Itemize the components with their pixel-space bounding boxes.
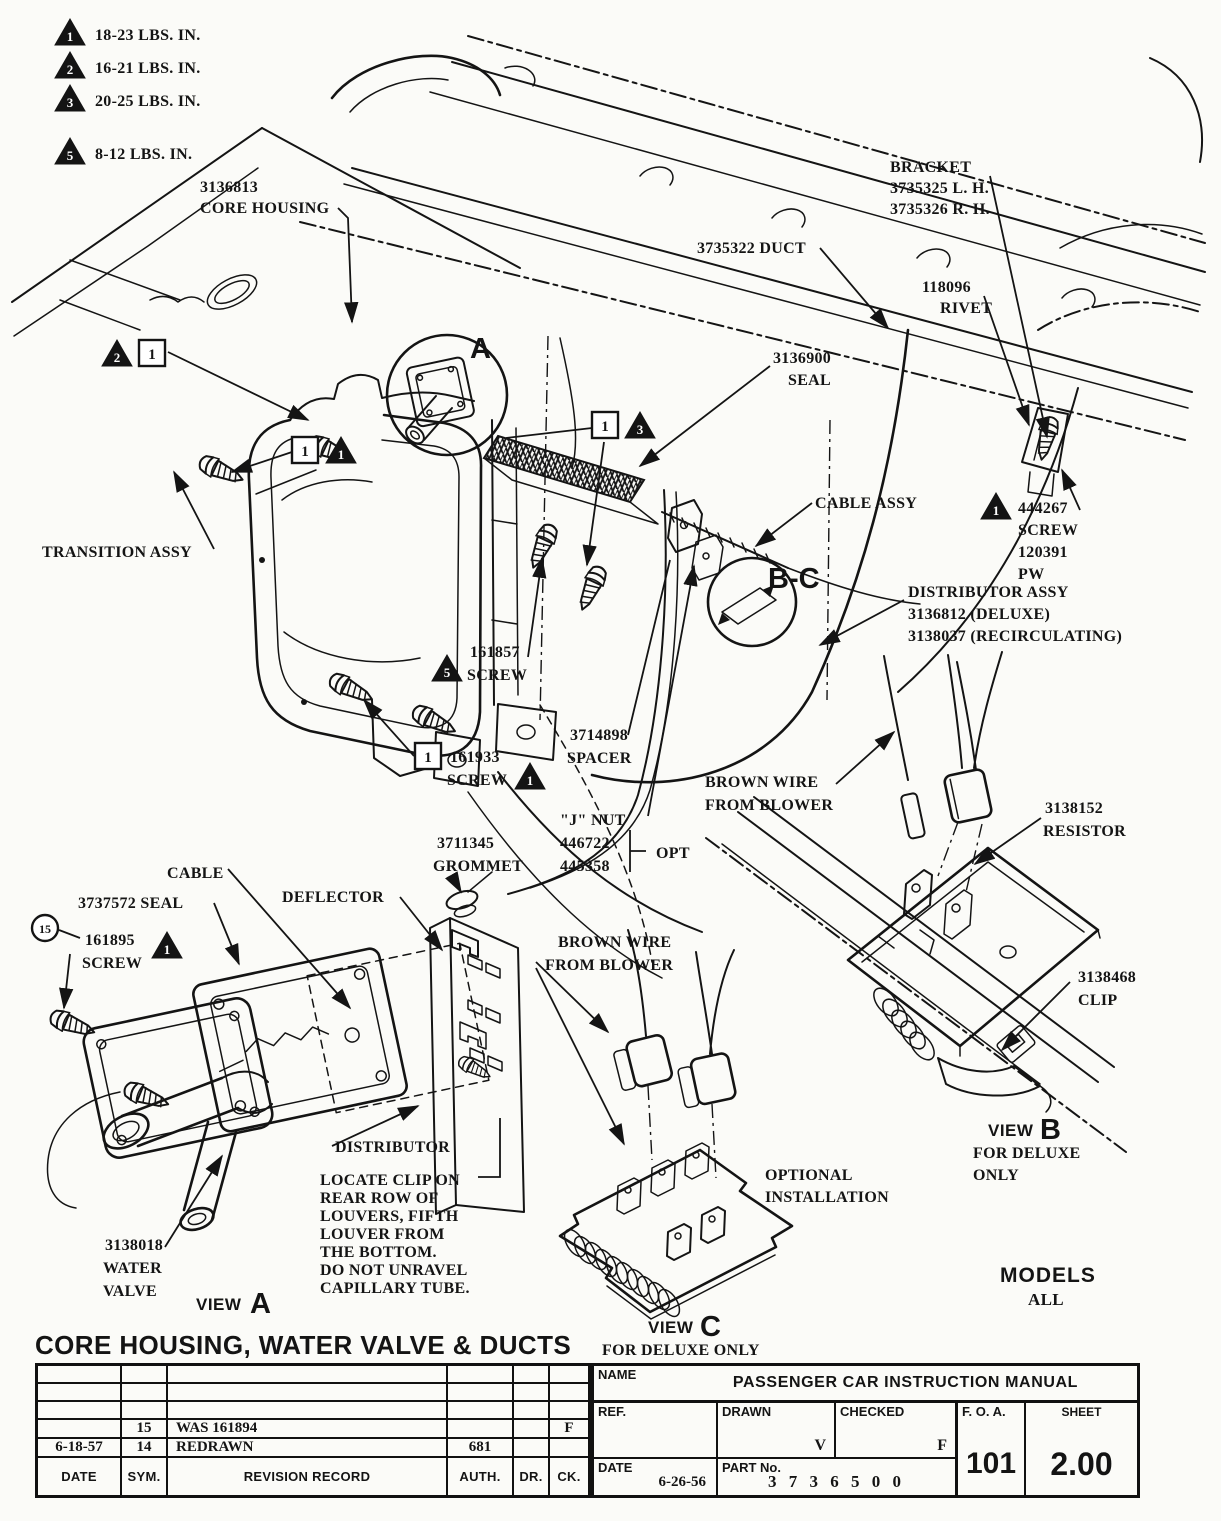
part-cell — [718, 1459, 958, 1495]
label-spacer-number: 3714898 — [570, 727, 629, 744]
torque-2-symbol: 2 — [66, 62, 74, 77]
sheet-label: SHEET — [1061, 1405, 1102, 1419]
view-a-letter: A — [250, 1288, 271, 1320]
label-screw444: SCREW — [1018, 522, 1079, 539]
rev-cell — [38, 1420, 122, 1439]
callout-circle-15: 15 — [39, 922, 51, 936]
label-deflector: DEFLECTOR — [282, 889, 384, 906]
rev-cell — [514, 1384, 550, 1402]
label-bracket-rh: 3735326 R. H. — [890, 201, 990, 218]
label-brown-wire-center-2: FROM BLOWER — [545, 957, 674, 974]
rev-cell — [168, 1384, 448, 1402]
rev-cell-record-redrawn: REDRAWN — [168, 1439, 448, 1458]
ref-label: REF. — [598, 1404, 627, 1419]
rev-header-sym: SYM. — [122, 1458, 168, 1495]
label-cable: CABLE — [167, 865, 224, 882]
rev-cell — [448, 1420, 514, 1439]
callout-triangle-3: 3 — [636, 422, 644, 437]
foa-cell — [958, 1403, 1026, 1495]
rev-cell — [168, 1366, 448, 1384]
rev-cell-auth: 681 — [448, 1439, 514, 1458]
rev-cell — [122, 1366, 168, 1384]
view-c-letter: C — [700, 1311, 721, 1343]
view-b-word: VIEW — [988, 1121, 1034, 1140]
rev-cell — [514, 1402, 550, 1420]
note-line-7: CAPILLARY TUBE. — [320, 1280, 470, 1297]
label-screw161857: SCREW — [467, 667, 528, 684]
label-distributor-assy: DISTRIBUTOR ASSY — [908, 584, 1069, 601]
view-c-art — [560, 930, 792, 1320]
name-label: NAME — [598, 1367, 637, 1382]
label-seal-3737572: 3737572 SEAL — [78, 895, 184, 912]
rev-header-dr: DR. — [514, 1458, 550, 1495]
label-resistor-number: 3138152 — [1045, 800, 1104, 817]
label-jnut: "J" NUT — [560, 812, 626, 829]
date-label: DATE — [598, 1460, 633, 1475]
label-distributor-assy-recirc: 3138037 (RECIRCULATING) — [908, 628, 1123, 645]
callout-box-1c: 1 — [601, 419, 609, 435]
rev-cell — [448, 1384, 514, 1402]
note-line-5: THE BOTTOM. — [320, 1244, 437, 1261]
sheet-value: 2.00 — [1050, 1446, 1113, 1482]
label-screw161857-number: 161857 — [470, 644, 520, 661]
label-duct: 3735322 DUCT — [697, 240, 806, 257]
drawn-cell — [718, 1403, 836, 1459]
label-rivet: RIVET — [940, 300, 993, 317]
note-line-1: LOCATE CLIP ON — [320, 1172, 460, 1189]
manual-name: PASSENGER CAR INSTRUCTION MANUAL — [732, 1374, 1079, 1391]
cowl-corner-art — [12, 128, 520, 494]
date-cell — [594, 1459, 718, 1495]
torque-5-symbol: 5 — [66, 148, 74, 163]
rev-cell — [550, 1439, 588, 1458]
torque-1-text: 18-23 LBS. IN. — [95, 27, 201, 44]
label-bracket: BRACKET — [890, 159, 972, 176]
rev-cell-record-was: WAS 161894 — [168, 1420, 448, 1439]
foa-label: F. O. A. — [962, 1404, 1006, 1419]
part-number: 3 7 3 6 5 0 0 — [768, 1472, 905, 1491]
label-bracket-lh: 3735325 L. H. — [890, 180, 990, 197]
label-screw444-number: 444267 — [1018, 500, 1068, 517]
view-b-letter: B — [1040, 1114, 1061, 1146]
models-all: ALL — [1028, 1290, 1064, 1309]
note-line-4: LOUVER FROM — [320, 1226, 445, 1243]
label-jnut-b: 445358 — [560, 858, 610, 875]
callout-triangle-1c: 1 — [526, 773, 534, 788]
callout-triangle-1a: 1 — [337, 447, 345, 462]
rev-cell-sym-15: 15 — [122, 1420, 168, 1439]
label-cable-assy: CABLE ASSY — [815, 495, 918, 512]
drawn-label: DRAWN — [722, 1404, 772, 1419]
rev-cell — [38, 1366, 122, 1384]
label-grommet-number: 3711345 — [437, 835, 495, 852]
rev-header-ck: CK. — [557, 1469, 581, 1484]
callout-triangle-1b: 1 — [992, 503, 1000, 518]
view-b-sub-1: FOR DELUXE — [973, 1145, 1081, 1162]
seal-strip-art — [484, 436, 658, 524]
rev-cell — [38, 1402, 122, 1420]
label-rivet-number: 118096 — [922, 279, 971, 296]
label-transition-assy: TRANSITION ASSY — [42, 544, 192, 561]
rev-cell-ck-f: F — [550, 1420, 588, 1439]
torque-2-text: 16-21 LBS. IN. — [95, 60, 201, 77]
label-optional-1: OPTIONAL — [765, 1167, 853, 1184]
detail-a-letter: A — [470, 333, 491, 365]
label-seal: SEAL — [788, 372, 831, 389]
checked-label: CHECKED — [840, 1404, 905, 1419]
label-distributor-assy-deluxe: 3136812 (DELUXE) — [908, 606, 1051, 623]
label-distributor: DISTRIBUTOR — [335, 1139, 451, 1156]
label-core-housing: CORE HOUSING — [200, 200, 330, 217]
label-core-housing-number: 3136813 — [200, 179, 259, 196]
rev-cell — [514, 1439, 550, 1458]
callout-box-1d: 1 — [424, 750, 432, 766]
rev-cell — [448, 1366, 514, 1384]
revision-record-table — [35, 1363, 591, 1498]
view-b-art — [706, 652, 1126, 1152]
note-line-3: LOUVERS, FIFTH — [320, 1208, 459, 1225]
label-screw444-pw: PW — [1018, 566, 1045, 583]
note-line-2: REAR ROW OF — [320, 1190, 439, 1207]
rev-cell — [514, 1366, 550, 1384]
view-a-word: VIEW — [196, 1295, 242, 1314]
callout-triangle-2: 2 — [113, 350, 121, 365]
label-screw161933: SCREW — [447, 772, 508, 789]
label-screw161895-number: 161895 — [85, 932, 135, 949]
models-heading: MODELS — [1000, 1264, 1096, 1287]
checked-value: F — [937, 1437, 947, 1454]
note-line-6: DO NOT UNRAVEL — [320, 1262, 468, 1279]
view-c-sub: FOR DELUXE ONLY — [602, 1342, 760, 1359]
rev-cell — [448, 1402, 514, 1420]
part-label: PART No. — [722, 1460, 781, 1475]
label-screw444-pw-number: 120391 — [1018, 544, 1068, 561]
label-grommet: GROMMET — [433, 858, 524, 875]
rev-cell — [550, 1402, 588, 1420]
label-seal-number: 3136900 — [773, 350, 832, 367]
torque-1-symbol: 1 — [66, 29, 74, 44]
checked-cell — [836, 1403, 958, 1459]
label-clip-number: 3138468 — [1078, 969, 1137, 986]
torque-notes — [55, 19, 201, 164]
label-optional-2: INSTALLATION — [765, 1189, 889, 1206]
rev-header-date: DATE — [38, 1458, 122, 1495]
view-c-word: VIEW — [648, 1318, 694, 1337]
date-value: 6-26-56 — [658, 1474, 706, 1490]
label-spacer: SPACER — [567, 750, 632, 767]
name-block — [591, 1363, 1140, 1498]
torque-3-symbol: 3 — [66, 95, 74, 110]
title-block — [35, 1363, 1140, 1498]
rev-cell — [168, 1402, 448, 1420]
rev-cell — [122, 1384, 168, 1402]
label-brown-wire-center-1: BROWN WIRE — [558, 934, 672, 951]
sheet-cell — [1026, 1403, 1137, 1495]
torque-5-text: 8-12 LBS. IN. — [95, 146, 193, 163]
rev-cell-sym-14: 14 — [122, 1439, 168, 1458]
callout-box-1b: 1 — [301, 444, 309, 460]
rev-header-record: REVISION RECORD — [168, 1458, 448, 1495]
label-water-valve-1: WATER — [103, 1260, 162, 1277]
rev-header-auth: AUTH. — [448, 1458, 514, 1495]
label-clip: CLIP — [1078, 992, 1118, 1009]
label-jnut-a: 446722 — [560, 835, 610, 852]
name-row — [594, 1366, 1137, 1403]
rev-cell — [550, 1384, 588, 1402]
rev-cell — [550, 1366, 588, 1384]
rev-cell — [38, 1384, 122, 1402]
label-brown-wire-right-1: BROWN WIRE — [705, 774, 819, 791]
label-water-valve-number: 3138018 — [105, 1237, 164, 1254]
drawn-value: V — [814, 1437, 826, 1454]
label-screw161933-number: 161933 — [450, 749, 500, 766]
callout-triangle-5: 5 — [443, 665, 451, 680]
rev-cell — [122, 1402, 168, 1420]
foa-value: 101 — [965, 1447, 1017, 1480]
view-b-sub-2: ONLY — [973, 1167, 1019, 1184]
label-brown-wire-right-2: FROM BLOWER — [705, 797, 834, 814]
callout-box-1a: 1 — [148, 347, 156, 363]
callout-triangle-1d: 1 — [163, 942, 171, 957]
cable-and-jnut-art — [508, 490, 920, 894]
label-opt: OPT — [656, 845, 690, 862]
label-screw161895: SCREW — [82, 955, 143, 972]
detail-bc-letters: B-C — [768, 563, 820, 595]
rev-cell-date: 6-18-57 — [38, 1439, 122, 1458]
label-resistor: RESISTOR — [1043, 823, 1127, 840]
label-water-valve-2: VALVE — [103, 1283, 157, 1300]
drawing-title: CORE HOUSING, WATER VALVE & DUCTS — [35, 1330, 572, 1360]
ref-cell — [594, 1403, 718, 1459]
rev-cell — [514, 1420, 550, 1439]
torque-3-text: 20-25 LBS. IN. — [95, 93, 201, 110]
